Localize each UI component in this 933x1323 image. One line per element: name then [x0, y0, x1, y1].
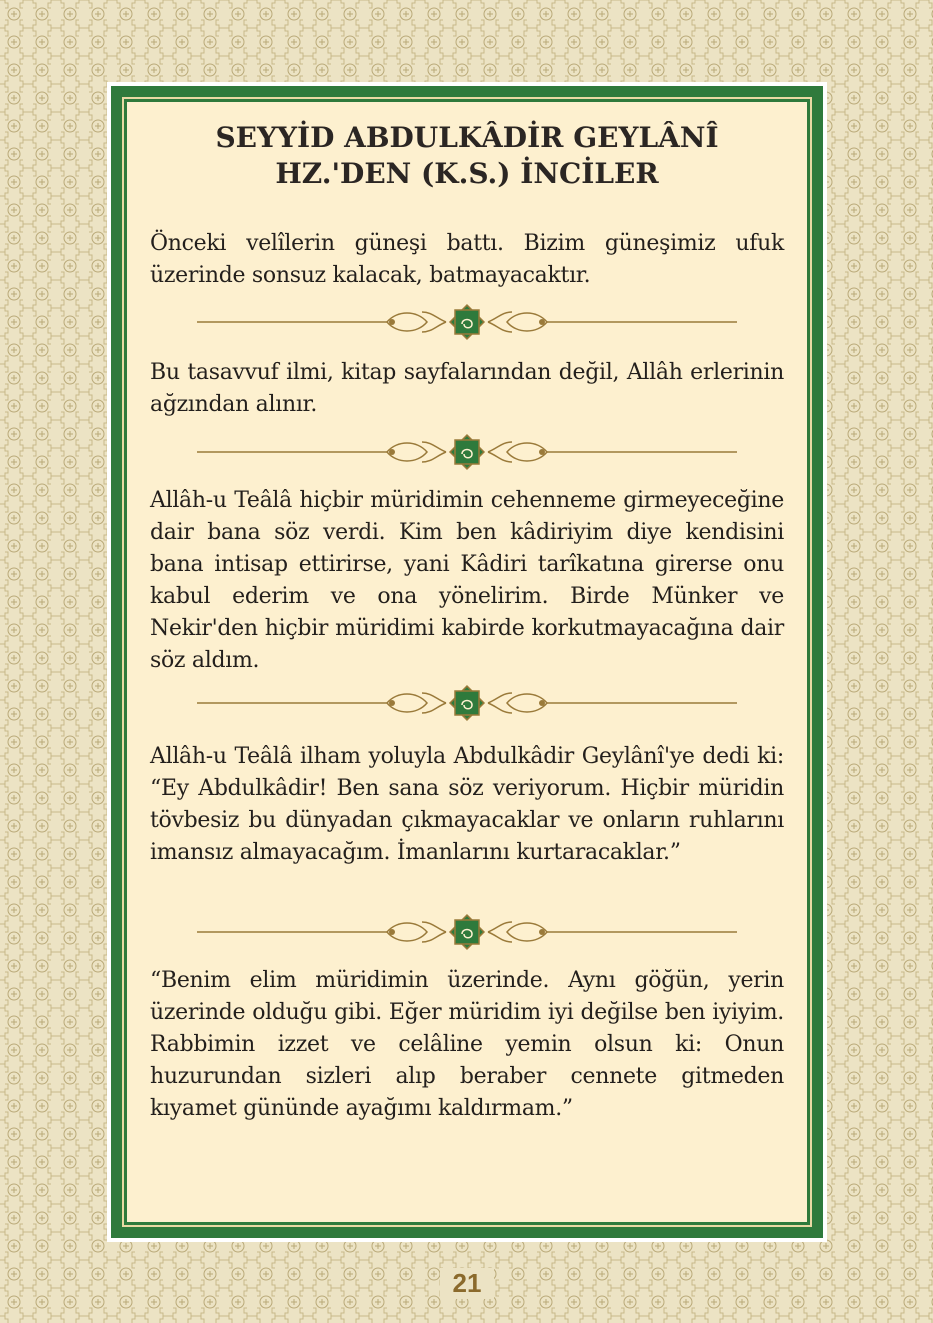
paragraph-1: Önceki velîlerin güneşi battı. Bizim güneşimiz ufuk üzerinde sonsuz kalacak, batmayacaktır.: [150, 231, 784, 288]
paragraph-3: Allâh-u Teâlâ hiçbir müridimin cehenneme girmeyeceğine dair bana söz verdi. Kim ben kâdiriyim diye kendisini bana intisap ettirirse, yani Kâdiri tarîkatına girerse onu kabul ederim ve ona yönelirim. Birde Münker ve Nekir'den hiçbir müridimi kabirde korkutmayacağına dair söz aldım.: [150, 488, 784, 673]
title-line-1: SEYYİD ABDULKÂDİR GEYLÂNÎ: [215, 121, 719, 154]
title-line-2: HZ.'DEN (K.S.) İNCİLER: [275, 157, 659, 190]
floral-divider-icon: [192, 302, 742, 342]
floral-divider-icon: [192, 432, 742, 472]
page-title: [127, 120, 807, 192]
paragraph-2: Bu tasavvuf ilmi, kitap sayfalarından değil, Allâh erlerinin ağzından alınır.: [150, 360, 784, 417]
page-number: 21: [440, 1268, 494, 1299]
paragraph-4: Allâh-u Teâlâ ilham yoluyla Abdulkâdir Geylânî'ye dedi ki: “Ey Abdulkâdir! Ben sana söz veriyorum. Hiçbir müridin tövbesiz bu dünyadan çıkmayacaklar ve onların ruhlarını imansız almayacağım. İmanlarını kurtaracaklar.”: [150, 744, 784, 865]
paragraph-5: “Benim elim müridimin üzerinde. Aynı göğün, yerin üzerinde olduğu gibi. Eğer müridim iyi değilse ben iyiyim. Rabbimin izzet ve celâline yemin olsun ki: Onun huzurundan sizleri alıp beraber cennete gitmeden kıyamet gününde ayağımı kaldırmam.”: [150, 968, 784, 1121]
floral-divider-icon: [192, 683, 742, 723]
floral-divider-icon: [192, 912, 742, 952]
